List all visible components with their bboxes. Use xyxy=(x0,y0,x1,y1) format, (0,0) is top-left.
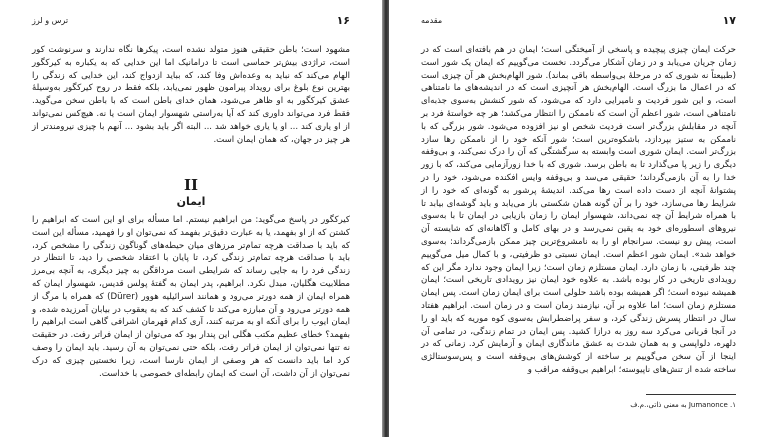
left-top-text: مشهود است؛ باطن حقیقی هنوز متولد نشده است، پیکرها نگاه ندارند و سرنوشت کور است، تراژدی بیش‌تر حماسی است تا درامانیک اما این خدایی که به یکباره به کیرکگور الهام می‌کند که نباید به وعده‌اش وفا کند، که بباید ازدواج کند، این خدایی که زندگی را بهترین نوع بلوغ برای رویداد پیرامون ظهور نمی‌یابد، بلکه فقط در روح کیرکگور به‌وسیلهٔ عشق کیرکگور به او ظاهر می‌شود، همان خدای باطن است که با باطن سخن می‌گوید. فقط فرد می‌تواند داوری کند که آیا به‌راستی شهسوار ایمان است یا نه. هیچ‌کس نمی‌تواند از او یاری کند ... او یا یاری خواهد شد ... البته اگر باید بشود ... آنهم با چیزی نیرومندتر از هر چیز در جهان، که همان ایمان است. xyxy=(32,45,350,145)
left-page-number: ۱۶ xyxy=(336,13,350,27)
right-page-number: ۱۷ xyxy=(722,13,736,27)
footnote-rule xyxy=(646,394,736,395)
left-chapter-text: کیرکگور در پاسخ می‌گوید: من ابراهیم نیستم. اما مسأله برای او این است که ابراهیم را کشتن که از او بفهمد، یا به عبارت دقیق‌تر بفهمد که نمی‌توان او را فهمید، مسأله این است که باید با صداقت هرچه تمام‌تر مرزهای میان حیطه‌های گوناگون زندگی را مشخص کرد، باید با صداقت هرچه تمام‌تر زندگی کرد، تا پایان با اعتقاد شخصی را دید، تا انتظار در زندگی فرد را به جایی رساند که شرایطی است مرداقگن به چیز دیگری، به آنچه بی‌مرز مطلابیت هگلیان، مبدل نکرد. ابراهیم، پدر ایمان به گفتهٔ پولس قدیس، شهسوار ایمان که همراه ایمان از همه دورتر می‌رود و همانند اسرائیلیه هوور (Dürer) که همراه با مرگ از همه دورتر می‌رود و آن مبارزه می‌کند تا کشف کند که به یعقوب در بیابان آمرزیده شده، و ایمان ایوب را برای آنکه او به مرتبه کنند، آری کدام قهرمان اشرافی گاهی است ابراهیم را بفهمد؟ خطای عظیم مکتب هگلی این پندار بود که می‌توان از ایمان فراتر رفت. در حقیقت نه تنها نمی‌توان از ایمان فراتر رفت، بلکه حتی نمی‌توان به آن رسید. باید ایمان را وصف کرد اما باید دانست که هر وصفی از ایمان نارسا است، زیرا نخستین چیزی که درک نمی‌توان از آن داشت، آن است که ایمان رابطه‌ای خصوصی با خداست. xyxy=(32,215,350,379)
chapter-number: II xyxy=(183,176,199,194)
left-page-header xyxy=(32,13,350,27)
right-text: حرکت ایمان چیزی پیچیده و پاسخی از آمیختگی است؛ ایمان در هم بافته‌ای است که در زمان جریان می‌یابد و در زمان آشکار می‌گردد. نخست می‌گوییم که ایمان یک شور است (طبیعتاً نه شوری که در مرحلهٔ بی‌واسطه باقی بماند). شور الهام‌بخش هر آن چیزی است که در اعمال ما بزرگ است. الهام‌بخش هر آنچیزی است که در اندیشه‌های ما نامتناهی است، و این شور فردیت و نامیرایی دارد که می‌شود، که شور کنشش به‌سوی جذبه‌ای نامتناهی است، شور اعظم آن است که ناممکن را انتظار می‌کشد؛ هر چه خواستهٔ فرد بر آنچه در مقابلش بزرگ‌تر است فردیت شخص او نیز افزوده می‌شود. شور بزرگی که با ناممکن به ستیز بپردازد، باشکوه‌ترین است؛ شور آنکه خود را از ناممکن رها سازد بزرگ‌تر است. ایمان شوری است وابسته به سرگشتگی که آن را درک نمی‌کند، و بی‌وقفه دیگری را زیر پا می‌گذارد تا به باطن برسد. شوری که با خدا زورآزمایی می‌کند، که با زور خدا را به آن بازمی‌گرداند؛ حقیقی می‌سد و بی‌وقفه وایس افکنده می‌شود، خود را در پشتوانهٔ آنچه از دست داده است رها می‌کند. اندیشهٔ پرشور به گونه‌ای که خود را از شرایط رها می‌سازد، خود را بر آن گونه همان شکستی باز می‌یابد و باید گوشه‌ای بیابد تا با همراه شرایط آن چه نمی‌داند، شهسوار ایمان را زمان بازیابی در ایمان تا با به‌سوی نیروهای اسطوره‌ای خود به یقین نمی‌رسد و در بهای کامل و آگاهانه‌ای که شایسته آن است، پیش رو نیست. سرانجام او را به نامشروع‌ترین چیز ممکن بازمی‌گرداند: به‌سوی خواهد شد». ایمان شور اعظم است. ایمان نسبتی دو ظرفیتی، و با کمال میل می‌گوییم چند ظرفیتی، با زمان دارد. ایمان مستلزم زمان است؛ زیرا ایمان وجود ندارد مگر این که رویدادی تاریخی در کار بوده باشد. به علاوه خود ایمان نیز رویدادی تاریخی است؛ ایمان همیشه نبوده است؛ اگر همیشه بوده باشد حلولی است برای ایمان زمان است. پس ایمان مستلزم زمان است؛ اما علاوه بر آن، نیازمند زمان است و در زمان است. ابراهیم هفتاد سال در انتظار پسرش زندگی کرد، و سفر پراضطرابش به‌سوی کوه موریه که باید او را در آنجا قربانی می‌کرد سه روز به درازا کشید. پس ایمان در تمام زندگی، در تمامی آن دلهره، دلواپسی و به همان شدت به عشق ماندگاری ایمان و آزمایش کرد. زمانی که در اینجا از آن سخن می‌گوییم بر ساخته از کوشش‌های بی‌وقفه است و پس‌سوستالژی ساخته شده از تنش‌های ناپیوسته؛ ابراهیم بی‌وقفه مراقب و xyxy=(421,45,736,375)
left-top-paragraph xyxy=(32,44,350,146)
footnote: ۱. Jumanonce به معنی ذاتی،.م.ف xyxy=(630,401,736,409)
left-page xyxy=(0,0,382,437)
right-paragraph xyxy=(421,44,736,377)
book-spine-divider xyxy=(382,0,389,437)
chapter-title: ایمان xyxy=(176,195,206,208)
right-page xyxy=(389,0,768,437)
left-chapter-paragraph xyxy=(32,214,350,380)
left-running-title: ترس و لرز xyxy=(32,15,69,25)
right-running-title: مقدمه xyxy=(421,15,443,25)
right-page-header xyxy=(421,13,736,27)
